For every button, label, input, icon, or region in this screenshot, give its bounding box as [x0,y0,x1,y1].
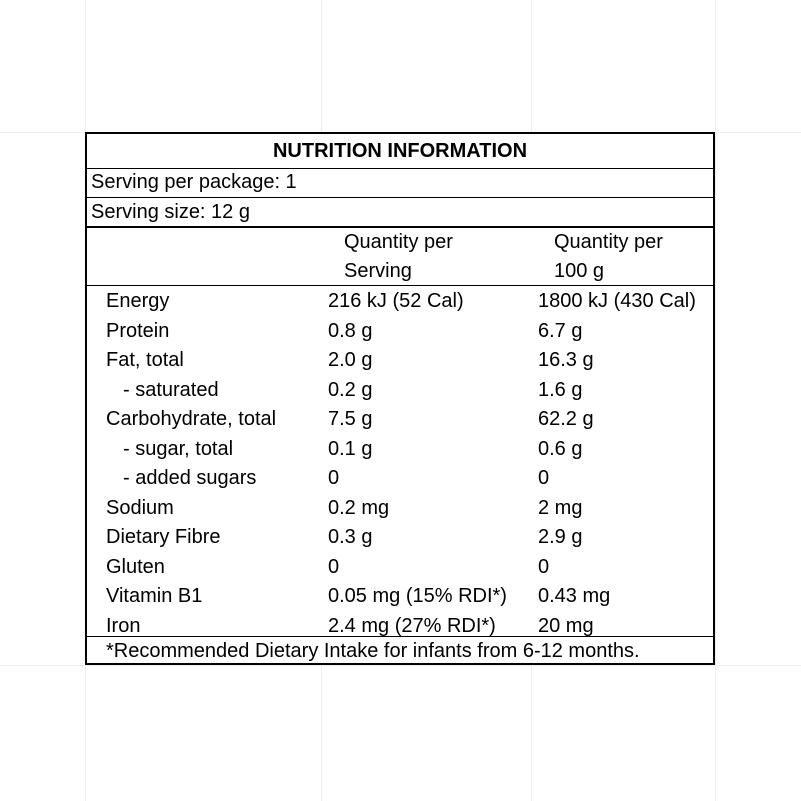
serving-size: Serving size: 12 g [91,201,250,223]
grid-column-line [715,0,716,801]
nutrient-per-serving: 0.05 mg (15% RDI*) [328,585,507,607]
nutrient-per-100g: 1.6 g [538,378,583,401]
nutrient-name: Protein [106,319,170,342]
nutrient-per-100g: 0.6 g [538,437,583,460]
nutrient-per-serving: 0.1 g [328,437,373,460]
nutrient-per-100g: 16.3 g [538,349,594,371]
nutrient-name: - saturated [123,378,219,401]
nutrient-per-serving: 0.3 g [328,526,373,548]
nutrient-per-100g: 0 [538,467,550,489]
nutrient-per-100g: 0 [538,555,550,578]
nutrient-per-serving: 0 [328,555,340,578]
nutrient-per-100g: 6.7 g [538,319,583,342]
nutrient-per-serving: 0.8 g [328,319,373,342]
nutrient-per-serving: 0 [328,467,340,489]
nutrient-per-100g: 2 mg [538,496,583,519]
header-per-serving-line1: Quantity per [344,231,453,253]
nutrient-name: Fat, total [106,349,184,371]
nutrient-name: Iron [106,614,141,637]
nutrient-per-serving: 0.2 mg [328,496,390,519]
nutrient-per-serving: 7.5 g [328,408,373,430]
nutrient-name: Carbohydrate, total [106,408,277,430]
nutrient-name: Gluten [106,555,165,578]
header-per-100g-line2: 100 g [554,260,605,282]
nutrient-per-serving: 0.2 g [328,378,373,401]
nutrient-name: Vitamin B1 [106,585,203,607]
nutrient-name: - sugar, total [123,437,234,460]
footnote: *Recommended Dietary Intake for infants from 6-12 months. [106,640,640,662]
nutrient-per-serving: 2.4 mg (27% RDI*) [328,614,496,637]
nutrient-per-100g: 0.43 mg [538,585,611,607]
panel-title: NUTRITION INFORMATION [272,140,528,162]
nutrient-per-100g: 1800 kJ (430 Cal) [538,290,696,312]
nutrient-name: Dietary Fibre [106,526,221,548]
servings-per-package: Serving per package: 1 [91,171,297,193]
nutrient-per-serving: 216 kJ (52 Cal) [328,290,464,312]
nutrition-panel [85,132,715,665]
nutrient-name: Sodium [106,496,174,519]
nutrient-name: Energy [106,290,170,312]
nutrient-per-100g: 20 mg [538,614,594,637]
header-per-100g-line1: Quantity per [554,231,663,253]
nutrient-name: - added sugars [123,467,257,489]
nutrient-per-serving: 2.0 g [328,349,373,371]
nutrient-per-100g: 2.9 g [538,526,583,548]
nutrient-per-100g: 62.2 g [538,408,594,430]
header-per-serving-line2: Serving [344,260,412,282]
